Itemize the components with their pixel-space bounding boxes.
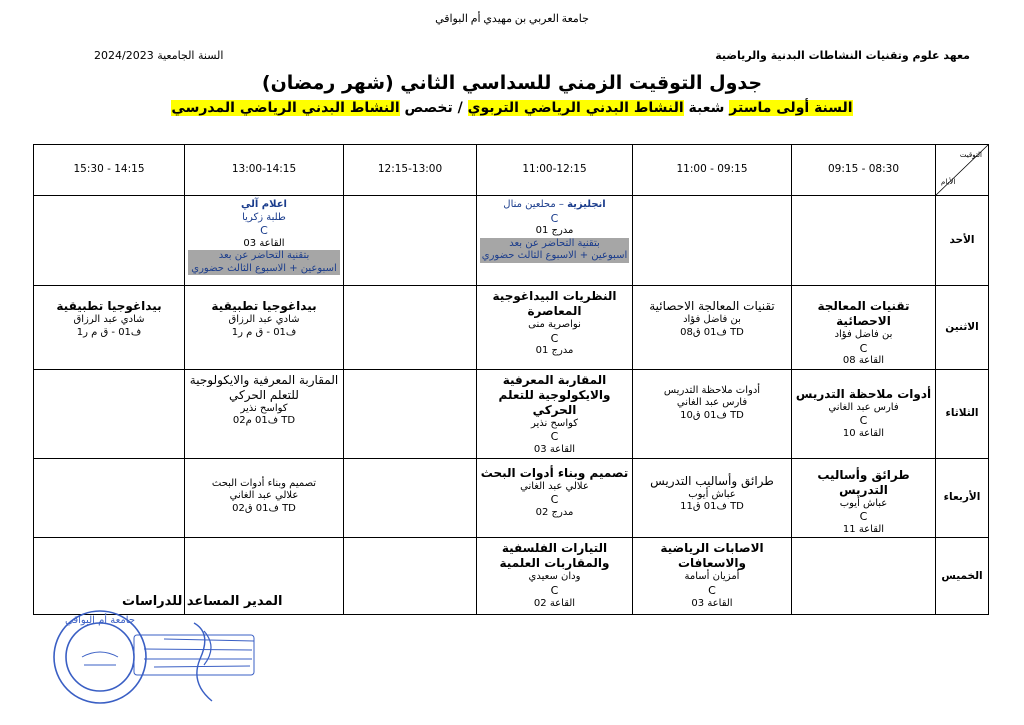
course-teacher: ودان سعيدي bbox=[528, 571, 581, 583]
schedule-cell-empty bbox=[344, 369, 477, 458]
schedule-cell-empty bbox=[633, 196, 792, 286]
subtitle-branch: النشاط البدني الرياضي التربوي bbox=[467, 100, 684, 116]
day-label: الاثنين bbox=[936, 286, 989, 370]
schedule-cell bbox=[185, 286, 344, 370]
schedule-cell bbox=[633, 369, 792, 458]
course-type: C bbox=[550, 331, 559, 345]
course-title: بيداغوجيا تطبيقية bbox=[211, 299, 317, 313]
corner-cell bbox=[936, 145, 989, 196]
table-row bbox=[34, 369, 989, 458]
course-type: C bbox=[550, 583, 559, 597]
stamp-text: جامعة أم البواقي bbox=[65, 615, 135, 626]
course-room: TD ف01 ق10 bbox=[680, 409, 744, 421]
schedule-cell-empty bbox=[344, 458, 477, 538]
subtitle-level: السنة أولى ماستر bbox=[729, 100, 853, 116]
course-teacher: عباش أيوب bbox=[688, 488, 736, 500]
schedule-cell bbox=[792, 369, 936, 458]
subtitle-branch-label: شعبة bbox=[683, 100, 730, 116]
time-header: 13:00-14:15 bbox=[185, 145, 344, 196]
course-teacher: طلبة زكريا bbox=[242, 211, 286, 223]
course-room: مدرج 01 bbox=[535, 225, 574, 237]
course-teacher: شادي عبد الرزاق bbox=[228, 314, 300, 325]
schedule-cell-empty bbox=[792, 196, 936, 286]
schedule-cell-empty bbox=[792, 538, 936, 615]
course-title: أدوات ملاحظة التدريس bbox=[663, 384, 761, 396]
schedule-cell-empty bbox=[34, 458, 185, 538]
academic-year: السنة الجامعية 2024/2023 bbox=[94, 49, 224, 62]
course-teacher: نواصرية منى bbox=[528, 319, 581, 330]
corner-time-label: التوقيت bbox=[959, 151, 982, 159]
university-name: جامعة العربي بن مهيدي أم البواقي bbox=[435, 13, 589, 25]
schedule-cell bbox=[477, 538, 633, 615]
course-title: التيارات الفلسفية والمقاربات العلمية bbox=[499, 541, 610, 571]
course-type: C bbox=[550, 211, 559, 225]
course-note: اسبوعين + الاسبوع الثالث حضوري bbox=[188, 263, 340, 276]
course-room: القاعة 11 bbox=[842, 523, 885, 535]
schedule-cell bbox=[185, 196, 344, 286]
course-title: المقاربة المعرفية والايكولوجية للتعلم الحركي bbox=[189, 372, 339, 402]
course-note: بتقنية التحاضر عن بعد bbox=[188, 250, 340, 263]
time-header: 09:15 - 11:00 bbox=[633, 145, 792, 196]
time-header: 11:00-12:15 bbox=[477, 145, 633, 196]
schedule-cell bbox=[34, 286, 185, 370]
course-room: القاعة 02 bbox=[533, 597, 576, 609]
course-title: تقنيات المعالجة الاحصائية bbox=[817, 299, 910, 328]
schedule-cell bbox=[477, 458, 633, 538]
course-teacher: علالي عبد الغاني bbox=[520, 480, 589, 492]
schedule-cell bbox=[633, 286, 792, 370]
table-row bbox=[34, 196, 989, 286]
day-label: الأحد bbox=[936, 196, 989, 286]
schedule-cell bbox=[185, 369, 344, 458]
course-teacher: عباش أيوب bbox=[839, 497, 888, 509]
time-header: 12:15-13:00 bbox=[344, 145, 477, 196]
course-title: تقنيات المعالجة الاحصائية bbox=[649, 299, 775, 313]
schedule-cell bbox=[633, 458, 792, 538]
schedule-cell bbox=[792, 458, 936, 538]
course-room: القاعة 10 bbox=[842, 428, 885, 439]
time-header: 08:30 - 09:15 bbox=[792, 145, 936, 196]
course-title: اعلام آلي bbox=[241, 199, 287, 210]
course-title: تصميم وبناء أدوات البحث bbox=[480, 465, 629, 480]
schedule-cell bbox=[477, 369, 633, 458]
course-type: C bbox=[550, 493, 559, 506]
course-type: C bbox=[859, 510, 868, 523]
course-title: الاصابات الرياضية والاسعافات bbox=[660, 541, 764, 571]
corner-day-label: الأيام bbox=[941, 178, 956, 187]
page-subtitle bbox=[0, 100, 1024, 116]
day-label: الثلاثاء bbox=[936, 369, 989, 458]
course-title: المقاربة المعرفية والايكولوجية للتعلم الحركي bbox=[498, 372, 611, 417]
schedule-cell-empty bbox=[344, 538, 477, 615]
course-teacher: كواسح نذير bbox=[530, 417, 579, 429]
course-room: مدرج 02 bbox=[535, 506, 574, 518]
course-title: بيداغوجيا تطبيقية bbox=[56, 299, 162, 313]
schedule-cell-empty bbox=[34, 196, 185, 286]
course-type: C bbox=[859, 414, 868, 428]
schedule-cell bbox=[477, 196, 633, 286]
course-room: القاعة 03 bbox=[533, 444, 576, 455]
course-teacher: أمزيان أسامة bbox=[684, 571, 740, 583]
schedule-cell-empty bbox=[34, 369, 185, 458]
course-room: مدرج 01 bbox=[535, 345, 574, 357]
table-row bbox=[34, 286, 989, 370]
course-teacher: فارس عبد الغاني bbox=[828, 401, 899, 413]
course-room: القاعة 03 bbox=[691, 597, 733, 609]
schedule-cell bbox=[633, 538, 792, 615]
course-teacher: شادي عبد الرزاق bbox=[73, 314, 145, 325]
header-row bbox=[34, 145, 989, 196]
course-teacher: بن فاضل فؤاد bbox=[683, 314, 741, 325]
table-row bbox=[34, 458, 989, 538]
course-teacher: بن فاضل فؤاد bbox=[834, 329, 893, 340]
day-label: الخميس bbox=[936, 538, 989, 615]
course-note: اسبوعين + الاسبوع الثالث حضوري bbox=[481, 250, 628, 262]
course-title: طرائق وأساليب التدريس bbox=[650, 473, 774, 488]
director-label: المدير المساعد للدراسات bbox=[122, 594, 283, 609]
course-title: النظريات البيداغوجية المعاصرة bbox=[492, 289, 617, 318]
course-note: بتقنية التحاضر عن بعد bbox=[480, 238, 629, 251]
schedule-cell bbox=[185, 458, 344, 538]
course-room: TD ف01 م02 bbox=[232, 415, 296, 427]
course-room: TD ف01 ق02 bbox=[232, 502, 296, 514]
course-type: C bbox=[550, 430, 559, 444]
course-type: C bbox=[859, 341, 868, 355]
course-room: TD ف01 ق11 bbox=[680, 501, 744, 512]
course-teacher: علالي عبد الغاني bbox=[229, 490, 299, 501]
course-title: أدوات ملاحظة التدريس bbox=[795, 386, 932, 401]
schedule-cell-empty bbox=[344, 286, 477, 370]
official-stamp bbox=[44, 603, 269, 715]
schedule-cell bbox=[792, 286, 936, 370]
course-teacher: فارس عبد الغاني bbox=[676, 397, 748, 409]
course-teacher: كواسح نذير bbox=[240, 402, 288, 414]
course-type: C bbox=[260, 224, 268, 237]
subtitle-specialty: النشاط البدني الرياضي المدرسي bbox=[171, 100, 400, 116]
course-title: تصميم وبناء أدوات البحث bbox=[211, 477, 317, 489]
course-title: طرائق وأساليب التدريس bbox=[817, 467, 910, 497]
schedule-cell-empty bbox=[344, 196, 477, 286]
institute-name: معهد علوم وتقنيات النشاطات البدنية والرياضية bbox=[715, 49, 970, 62]
time-header: 14:15 - 15:30 bbox=[34, 145, 185, 196]
course-room: TD ف01 ق08 bbox=[680, 326, 744, 338]
course-title: انجليزية – محلعين منال bbox=[503, 199, 606, 210]
course-room: القاعة 08 bbox=[842, 355, 885, 367]
course-type: C bbox=[708, 583, 716, 597]
course-room: ف01 - ق م ر1 bbox=[76, 326, 142, 338]
schedule-cell bbox=[477, 286, 633, 370]
course-room: القاعة 03 bbox=[243, 237, 285, 249]
schedule-table bbox=[33, 144, 989, 615]
day-label: الأربعاء bbox=[936, 458, 989, 538]
page-title: جدول التوقيت الزمني للسداسي الثاني (شهر رمضان) bbox=[261, 72, 763, 94]
subtitle-spec-label: / تخصص bbox=[399, 100, 468, 116]
course-room: ف01 - ق م ر1 bbox=[231, 326, 297, 338]
